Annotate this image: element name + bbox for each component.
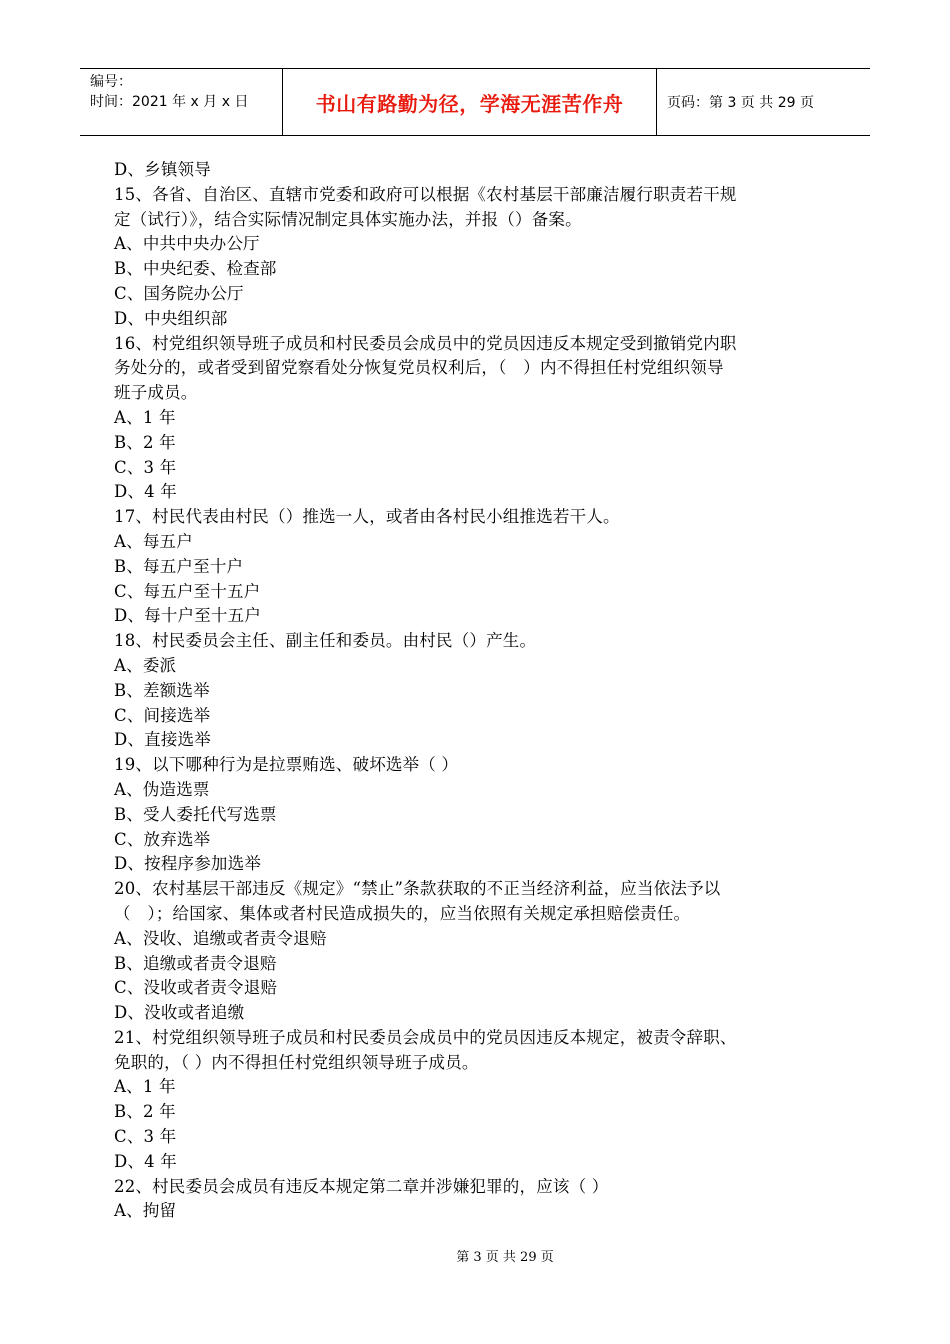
text-line: C、3 年 <box>114 457 177 477</box>
document-number-label: 编号： <box>90 74 132 90</box>
text-line: A、没收、追缴或者责令退赔 <box>114 928 327 948</box>
text-line: 免职的，（ ）内不得担任村党组织领导班子成员。 <box>114 1052 479 1072</box>
text-line: B、中央纪委、检查部 <box>114 259 277 279</box>
question-content <box>114 158 826 1224</box>
text-line: 18、村民委员会主任、副主任和委员。由村民（）产生。 <box>114 631 537 651</box>
text-line: B、受人委托代写选票 <box>114 804 277 824</box>
page-header <box>80 68 870 136</box>
header-meta <box>80 69 283 135</box>
text-line: A、1 年 <box>114 1077 176 1097</box>
text-line: A、伪造选票 <box>114 779 210 799</box>
text-line: D、4 年 <box>114 482 177 502</box>
text-line: B、2 年 <box>114 1102 176 1122</box>
text-line: 班子成员。 <box>114 383 198 403</box>
text-line: A、中共中央办公厅 <box>114 234 260 254</box>
text-line: 19、以下哪种行为是拉票贿选、破坏选举（ ） <box>114 755 459 775</box>
text-line: D、没收或者追缴 <box>114 1003 245 1023</box>
text-line: C、没收或者责令退赔 <box>114 978 278 998</box>
text-line: D、直接选举 <box>114 730 211 750</box>
text-line: 务处分的，或者受到留党察看处分恢复党员权利后，（ ）内不得担任村党组织领导 <box>114 358 724 378</box>
text-line: C、3 年 <box>114 1127 177 1147</box>
text-line: A、1 年 <box>114 407 176 427</box>
text-line: 15、各省、自治区、直辖市党委和政府可以根据《农村基层干部廉洁履行职责若干规 <box>114 184 737 204</box>
text-line: 17、村民代表由村民（）推选一人，或者由各村民小组推选若干人。 <box>114 507 620 527</box>
text-line: A、每五户 <box>114 531 193 551</box>
text-line: C、间接选举 <box>114 705 211 725</box>
text-line: A、拘留 <box>114 1201 177 1221</box>
text-line: B、2 年 <box>114 432 176 452</box>
text-line: D、乡镇领导 <box>114 160 211 179</box>
text-line: C、每五户至十五户 <box>114 581 261 601</box>
page-footer: 第 3 页 共 29 页 <box>456 1250 554 1265</box>
text-line: 21、村党组织领导班子成员和村民委员会成员中的党员因违反本规定，被责令辞职、 <box>114 1027 737 1047</box>
text-line: C、国务院办公厅 <box>114 283 244 303</box>
text-line: D、按程序参加选举 <box>114 854 262 874</box>
text-line: A、委派 <box>114 655 177 675</box>
text-line: 20、农村基层干部违反《规定》“禁止”条款获取的不正当经济利益，应当依法予以 <box>114 879 721 899</box>
document-date-label: 时间：2021 年 x 月 x 日 <box>90 94 249 110</box>
text-line: 定（试行）》，结合实际情况制定具体实施办法，并报（）备案。 <box>114 209 582 229</box>
text-line: （ ）；给国家、集体或者村民造成损失的，应当依照有关规定承担赔偿责任。 <box>114 903 691 923</box>
header-motto: 书山有路勤为径，学海无涯苦作舟 <box>283 69 657 135</box>
text-line: 22、村民委员会成员有违反本规定第二章并涉嫌犯罪的，应该（ ） <box>114 1176 609 1196</box>
text-line: 16、村党组织领导班子成员和村民委员会成员中的党员因违反本规定受到撤销党内职 <box>114 333 737 353</box>
header-page-info: 页码：第 3 页 共 29 页 <box>667 95 814 111</box>
text-line: D、中央组织部 <box>114 308 228 328</box>
text-line: D、4 年 <box>114 1151 177 1171</box>
text-line: B、追缴或者责令退赔 <box>114 953 277 973</box>
text-line: B、差额选举 <box>114 680 210 700</box>
text-line: D、每十户至十五户 <box>114 606 262 626</box>
text-line: B、每五户至十户 <box>114 556 244 576</box>
text-line: C、放弃选举 <box>114 829 211 849</box>
